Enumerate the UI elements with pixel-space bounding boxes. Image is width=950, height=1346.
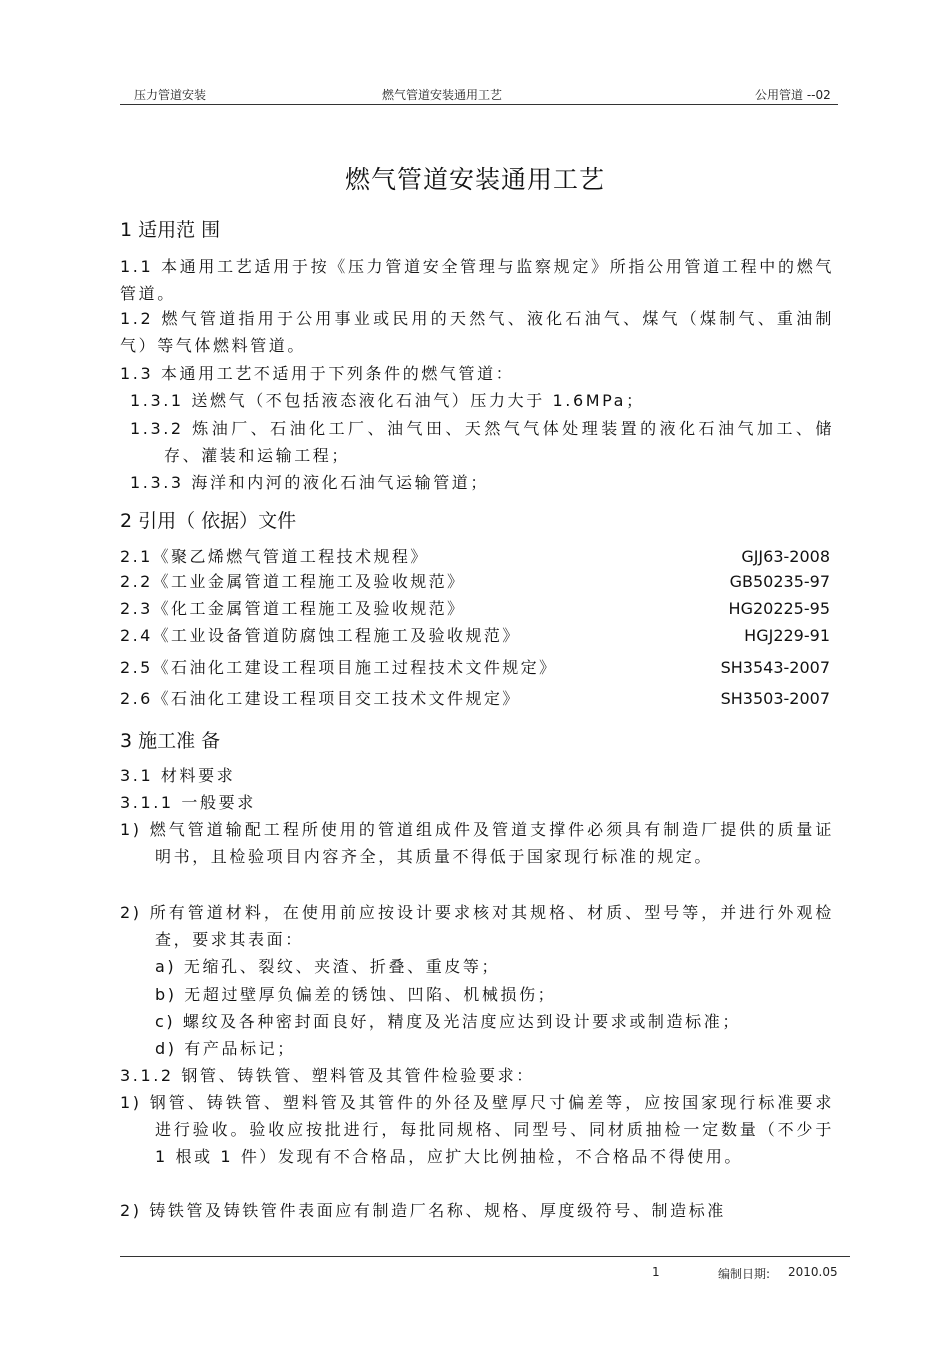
paragraph-3-1-1: 3.1.1 一般要求 — [120, 793, 256, 812]
reference-row — [120, 687, 830, 711]
paragraph-3-1: 3.1 材料要求 — [120, 766, 236, 785]
reference-row — [120, 545, 830, 569]
reference-title: 2.6《石油化工建设工程项目交工技术文件规定》 — [120, 689, 521, 708]
reference-code: GJJ63-2008 — [741, 547, 830, 566]
date-value: 2010.05 — [788, 1265, 838, 1279]
reference-code: SH3503-2007 — [720, 689, 830, 708]
section-2-heading: 2 引用（ 依据）文件 — [120, 510, 297, 532]
reference-code: GB50235-97 — [729, 572, 830, 591]
reference-title: 2.1《聚乙烯燃气管道工程技术规程》 — [120, 547, 429, 566]
reference-row — [120, 624, 830, 648]
reference-code: HGJ229-91 — [744, 626, 830, 645]
reference-row — [120, 597, 830, 621]
paragraph-1-3-1: 1.3.1 送燃气（不包括液态液化石油气）压力大于 1.6MPa； — [130, 391, 645, 410]
sub-item-a: a) 无缩孔、裂纹、夹渣、折叠、重皮等； — [155, 957, 501, 976]
date-label: 编制日期: — [718, 1267, 771, 1281]
paragraph-1-2: 1.2 燃气管道指用于公用事业或民用的天然气、液化石油气、煤气（煤制气、重油制气）等气体燃料管道。 — [120, 309, 834, 355]
reference-title: 2.4《工业设备管道防腐蚀工程施工及验收规范》 — [120, 626, 521, 645]
paragraph-1-1: 1.1 本通用工艺适用于按《压力管道安全管理与监察规定》所指公用管道工程中的燃气管道。 — [120, 257, 834, 303]
document-title: 燃气管道安装通用工艺 — [344, 165, 605, 194]
reference-title: 2.3《化工金属管道工程施工及验收规范》 — [120, 599, 466, 618]
header-divider — [120, 104, 838, 105]
paragraph-3-1-2: 3.1.2 钢管、铸铁管、塑料管及其管件检验要求： — [120, 1066, 535, 1085]
sub-item-c: c) 螺纹及各种密封面良好，精度及光洁度应达到设计要求或制造标准； — [155, 1012, 741, 1031]
sub-item-d: d) 有产品标记； — [155, 1039, 296, 1058]
sub-item-b: b) 无超过壁厚负偏差的锈蚀、凹陷、机械损伤； — [155, 985, 557, 1004]
reference-code: SH3543-2007 — [720, 658, 830, 677]
reference-row — [120, 570, 830, 594]
reference-title: 2.5《石油化工建设工程项目施工过程技术文件规定》 — [120, 658, 558, 677]
list-item-2: 2) 所有管道材料，在使用前应按设计要求核对其规格、材质、型号等，并进行外观检查，要求其表面： — [120, 903, 834, 949]
reference-code: HG20225-95 — [728, 599, 830, 618]
paragraph-1-3-2: 1.3.2 炼油厂、石油化工厂、油气田、天然气气体处理装置的液化石油气加工、储存、灌装和运输工程； — [130, 419, 834, 465]
paragraph-1-3: 1.3 本通用工艺不适用于下列条件的燃气管道： — [120, 364, 515, 383]
list-item-1: 1) 燃气管道输配工程所使用的管道组成件及管道支撑件必须具有制造厂提供的质量证明书，且检验项目内容齐全，其质量不得低于国家现行标准的规定。 — [120, 820, 834, 866]
header-left: 压力管道安装 — [134, 88, 207, 102]
list-item-j1: 1) 钢管、铸铁管、塑料管及其管件的外径及壁厚尺寸偏差等，应按国家现行标准要求进行验收。验收应按批进行，每批同规格、同型号、同材质抽检一定数量（不少于 1 根或 1 件）发现有不合格品，应扩大比例抽检，不合格品不得使用。 — [120, 1093, 834, 1166]
page-number: 1 — [652, 1265, 660, 1279]
section-3-heading: 3 施工准 备 — [120, 730, 221, 752]
header-right: 公用管道 --02 — [755, 88, 831, 102]
reference-title: 2.2《工业金属管道工程施工及验收规范》 — [120, 572, 466, 591]
section-1-heading: 1 适用范 围 — [120, 219, 221, 241]
footer-divider — [120, 1256, 850, 1257]
paragraph-1-3-3: 1.3.3 海洋和内河的液化石油气运输管道； — [130, 473, 489, 492]
list-item-j2: 2) 铸铁管及铸铁管件表面应有制造厂名称、规格、厚度级符号、制造标准 — [120, 1201, 726, 1220]
reference-row — [120, 656, 830, 680]
header-center: 燃气管道安装通用工艺 — [382, 88, 503, 102]
